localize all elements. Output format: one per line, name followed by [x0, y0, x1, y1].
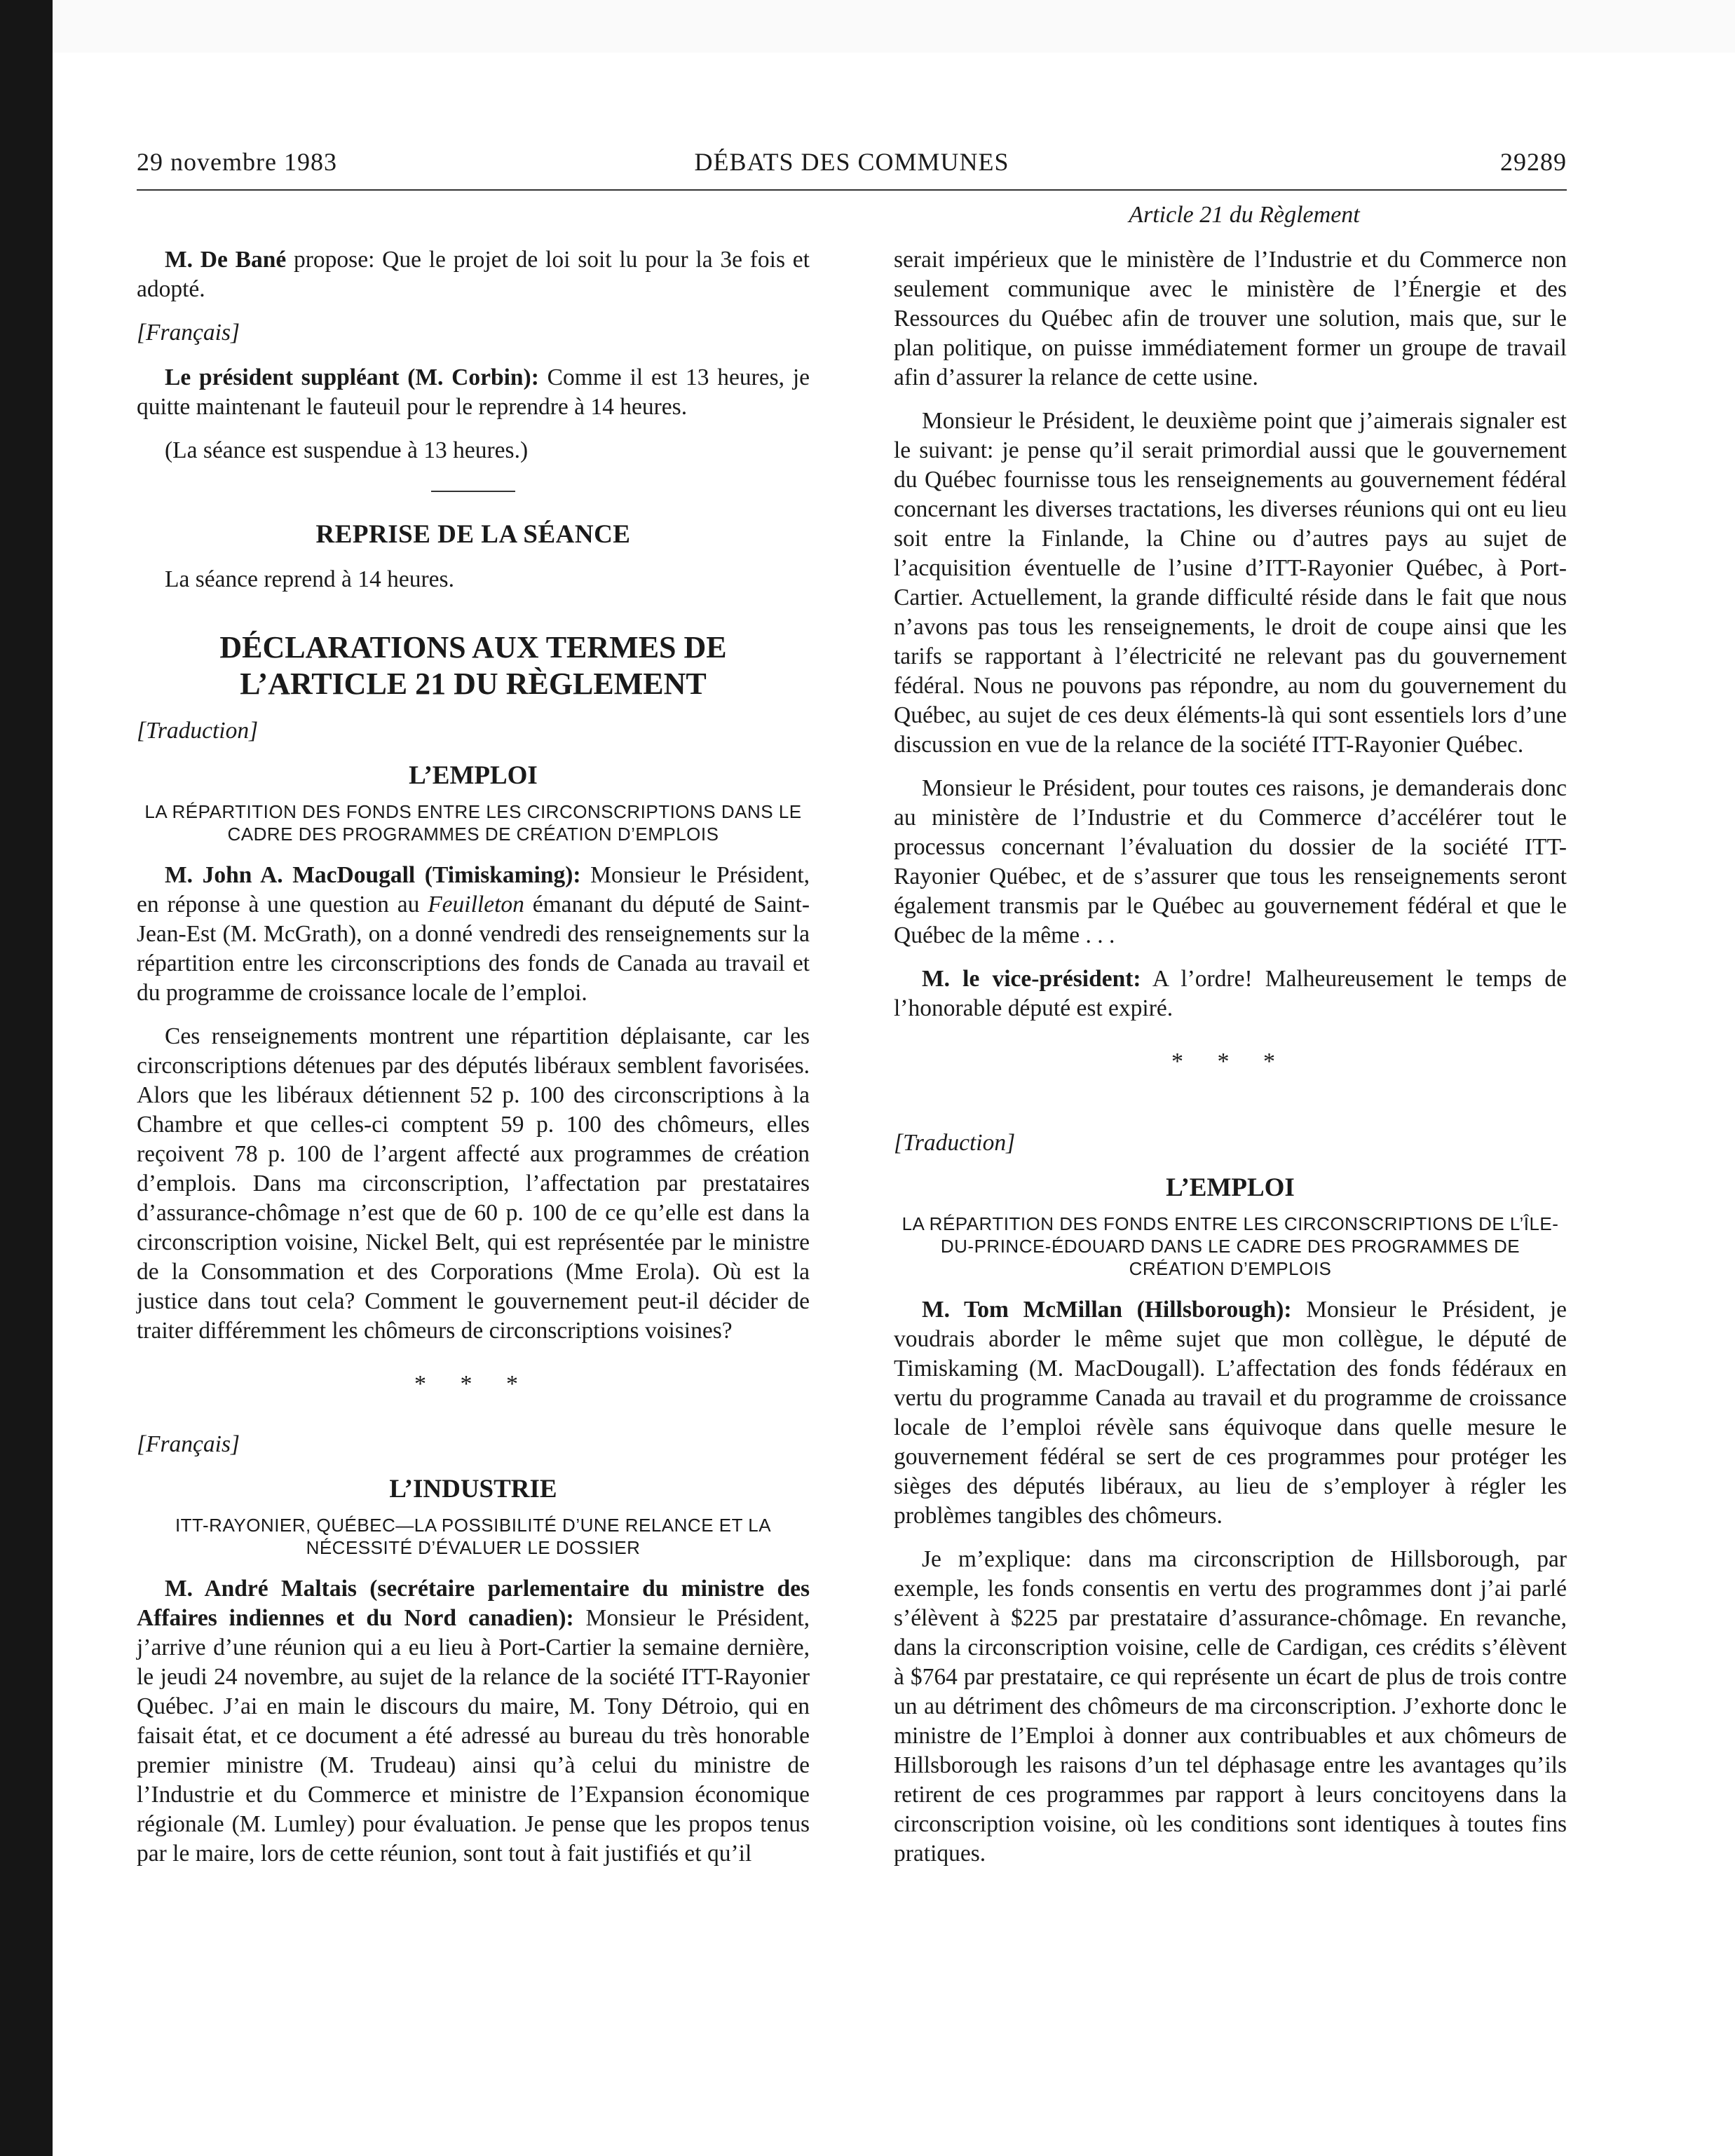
language-marker: [Français] — [137, 1431, 240, 1457]
spacer — [894, 1107, 1567, 1128]
paragraph — [137, 1574, 810, 1869]
subject-heading: L’INDUSTRIE — [389, 1475, 557, 1503]
right-column — [894, 245, 1567, 1883]
language-marker: [Traduction] — [894, 1130, 1016, 1156]
speaker-name: Le président suppléant (M. Corbin): — [165, 364, 539, 390]
paragraph: Monsieur le Président, le deuxième point que j’aimerais signaler est le suivant: je pense qu’il serait primordial aussi que le gouvernement du Québec fournisse tous les renseignements au gouvernement fédéral concernant les diverses tractations, les diverses réunions qui ont eu lieu soit entre la Finlande, la Chine ou d’autres pays au sujet de l’acquisition éventuelle de l’usine d’ITT-Rayonier Québec, à Port-Cartier. Actuellement, la grande difficulté réside dans le fait que nous n’avons pas tous les renseignements, le droit de coupe ainsi que les tarifs se rapportant à l’électricité ne relevant pas du gouvernement fédéral. Nous ne pouvons pas répondre, au nom du gouvernement du Québec, au sujet de ces deux éléments-là qui sont essentiels lors d’une discussion en vue de la relance de la société ITT-Rayonier Québec. — [894, 408, 1567, 758]
paragraph: Monsieur le Président, pour toutes ces raisons, je demanderais donc au ministère de l’Industrie et du Commerce d’accélérer tout le processus concernant l’évaluation du dossier de la société ITT-Rayonier Québec, et de s’assurer que tous les renseignements seront également transmis par le Québec au gouvernement fédéral et que le Québec de la même . . . — [894, 775, 1567, 948]
section-separator-stars: * * * — [414, 1371, 532, 1397]
speech-text-italic: Feuilleton — [428, 892, 524, 917]
paragraph: La séance reprend à 14 heures. — [165, 566, 454, 592]
speech-text: propose: Que le projet de loi soit lu pour la 3e fois et adopté. — [137, 247, 810, 302]
header-date: 29 novembre 1983 — [137, 148, 337, 176]
speaker-name: M. Tom McMillan (Hillsborough): — [922, 1297, 1292, 1323]
language-marker: [Traduction] — [137, 718, 259, 744]
paragraph — [137, 245, 810, 304]
page — [137, 147, 1567, 1867]
speaker-name: M. John A. MacDougall (Timiskaming): — [165, 862, 581, 888]
paragraph — [894, 1295, 1567, 1531]
header-page-number: 29289 — [1500, 148, 1567, 176]
speaker-name: M. De Bané — [165, 247, 287, 273]
paragraph — [894, 964, 1567, 1023]
subject-heading: L’EMPLOI — [1166, 1173, 1295, 1202]
topic-heading: LA RÉPARTITION DES FONDS ENTRE LES CIRCONSCRIPTIONS DE L’ÎLE-DU-PRINCE-ÉDOUARD DANS LE CADRE DES PROGRAMMES DE CRÉATION D’EMPLOIS — [901, 1213, 1559, 1279]
scan-top-margin — [0, 0, 1735, 53]
section-separator-stars: * * * — [1171, 1049, 1289, 1074]
subject-heading: L’EMPLOI — [409, 761, 538, 790]
topic-heading: LA RÉPARTITION DES FONDS ENTRE LES CIRCONSCRIPTIONS DANS LE CADRE DES PROGRAMMES DE CRÉATION D’EMPLOIS — [144, 801, 802, 845]
section-heading: REPRISE DE LA SÉANCE — [315, 520, 631, 549]
speaker-name: M. André Maltais (secrétaire parlementaire du ministre des Affaires indiennes et du Nord canadien): — [137, 1576, 810, 1631]
topic-heading: ITT-RAYONIER, QUÉBEC—LA POSSIBILITÉ D’UNE RELANCE ET LA NÉCESSITÉ D’ÉVALUER LE DOSSIER — [175, 1515, 772, 1558]
speech-text: Monsieur le Président, je voudrais aborder le même sujet que mon collègue, le député de Timiskaming (M. MacDougall). L’affectation des fonds fédéraux en vertu du programme Canada au travail et du programme de croissance locale de l’emploi révèle sans équivoque dans quelle mesure le gouvernement fédéral se sert de ces programmes pour protéger les sièges des députés libéraux, au lieu de s’employer à régler les problèmes tangibles des chômeurs. — [894, 1297, 1567, 1529]
running-head: Article 21 du Règlement — [1129, 202, 1360, 228]
paragraph: serait impérieux que le ministère de l’Industrie et du Commerce non seulement communique avec le ministère de l’Énergie et des Ressources du Québec afin de trouver une solution, mais que, sur le plan politique, on puisse immédiatement former un groupe de travail afin d’assurer la relance de cette usine. — [894, 247, 1567, 390]
scan-left-edge — [0, 0, 53, 2156]
speaker-name: M. le vice-président: — [922, 966, 1141, 992]
speech-text: émanant du député de Saint-Jean-Est (M. McGrath), on a donné vendredi des renseignements sur la répartition entre les circonscriptions des fonds de Canada au travail et du programme de croissance locale de l’emploi. — [137, 892, 810, 1006]
paragraph — [137, 861, 810, 1008]
paragraph: (La séance est suspendue à 13 heures.) — [165, 437, 529, 463]
speech-text: A l’ordre! Malheureusement le temps de l’honorable député est expiré. — [894, 966, 1567, 1021]
main-heading — [137, 629, 810, 702]
paragraph: Ces renseignements montrent une répartition déplaisante, car les circonscriptions détenues par des députés libéraux semblent favorisées. Alors que les libéraux détiennent 52 p. 100 des circonscriptions à la Chambre et que celles-ci comptent 59 p. 100 des chômeurs, elles reçoivent 78 p. 100 de l’argent affecté aux programmes de création d’emplois. Dans ma circonscription, l’affectation par prestataires d’assurance-chômage n’est que de 60 p. 100 de ce qu’elle est dans la circonscription voisine, Nickel Belt, qui est représentée par le ministre de la Consommation et des Corporations (Mme Erola). Où est la justice dans tout cela? Comment le gouvernement peut-il décider de traiter différemment les chômeurs de circonscriptions voisines? — [137, 1023, 810, 1344]
speech-text: Monsieur le Président, j’arrive d’une réunion qui a eu lieu à Port-Cartier la semaine dernière, le jeudi 24 novembre, au sujet de la relance de la société ITT-Rayonier Québec. J’ai en main le discours du maire, M. Tony Détroio, qui en faisait état, et ce document a été adressé au bureau du très honorable premier ministre (M. Trudeau) ainsi qu’à celui du ministre de l’Industrie et du Commerce et ministre de l’Expansion économique régionale (M. Lumley) pour évaluation. Je pense que les propos tenus par le maire, lors de cette réunion, sont tout à fait justifiés et qu’il — [137, 1605, 810, 1867]
paragraph: Je m’explique: dans ma circonscription de Hillsborough, par exemple, les fonds consentis en vertu des programmes dont j’ai parlé s’élèvent à $225 par prestataire d’assurance-chômage. En revanche, dans la circonscription voisine, celle de Cardigan, ces crédits s’élèvent à $764 par prestataire, ce qui représente un écart de plus de trois contre un au détriment des chômeurs de ma circonscription. J’exhorte donc le ministre de l’Emploi à donner aux contribuables et aux chômeurs de Hillsborough les raisons d’un tel déphasage entre les avantages qu’ils retirent de ces programmes par rapport à leurs concitoyens dans la circonscription voisine, où les conditions sont identiques à toutes fins pratiques. — [894, 1546, 1567, 1867]
language-marker: [Français] — [137, 320, 240, 346]
main-heading-line: DÉCLARATIONS AUX TERMES DE — [219, 630, 727, 664]
section-divider — [431, 491, 515, 492]
page-header — [137, 147, 1567, 191]
header-title: DÉBATS DES COMMUNES — [694, 148, 1009, 176]
speech-text: Comme il est 13 heures, je quitte maintenant le fauteuil pour le reprendre à 14 heures. — [137, 364, 810, 420]
paragraph — [137, 363, 810, 422]
main-heading-line: L’ARTICLE 21 DU RÈGLEMENT — [240, 667, 707, 701]
left-column — [137, 245, 810, 1883]
speech-text: Monsieur le Président, en réponse à une question au — [137, 862, 810, 917]
